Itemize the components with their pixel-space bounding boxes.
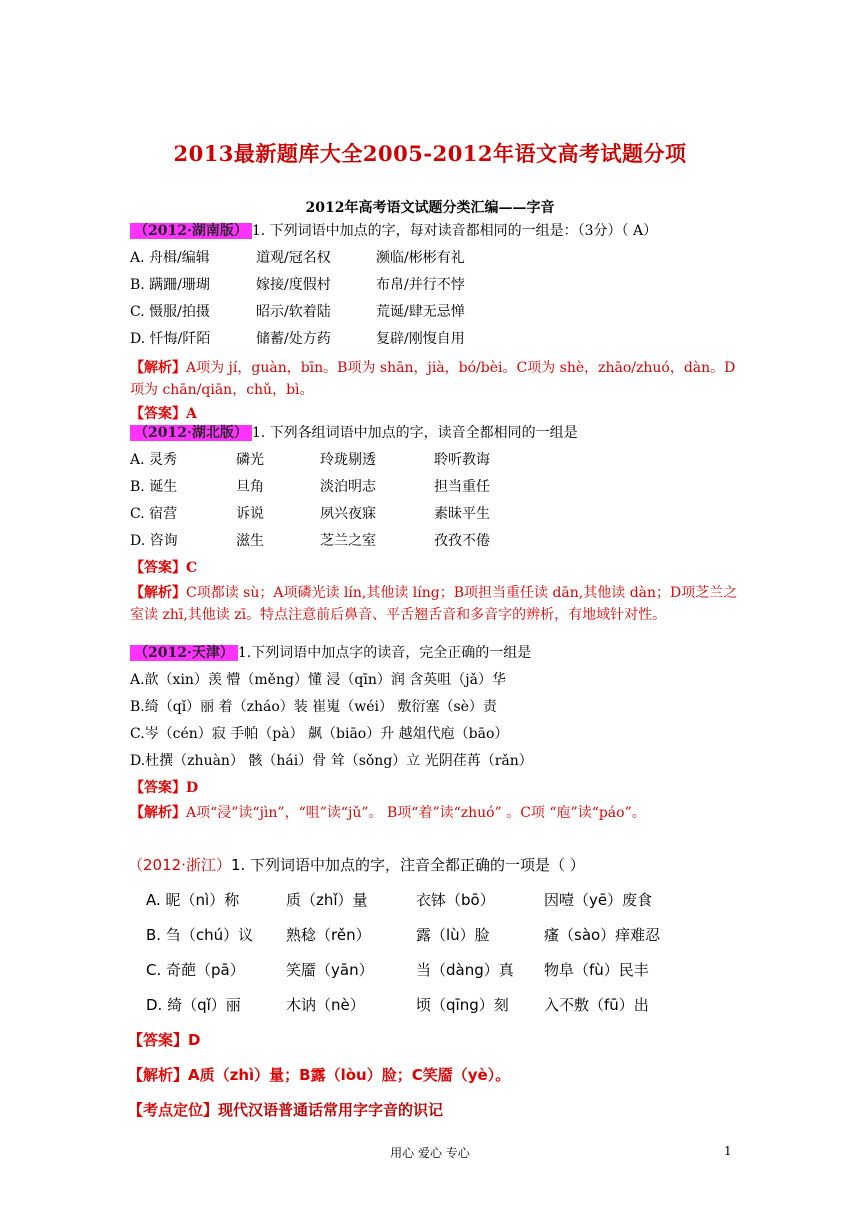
answer: 【答案】C bbox=[130, 560, 198, 576]
question-hunan bbox=[130, 218, 740, 428]
option-row: B. 刍（chú）议 熟稔（rěn） 露（lù）脸 瘙（sào）痒难忍 bbox=[146, 926, 661, 944]
source-tag: （2012·天津） bbox=[130, 645, 238, 661]
option-row: D. 绮（qǐ）丽 木讷（nè） 顷（qīng）刻 入不敷（fū）出 bbox=[146, 996, 649, 1014]
question-stem: 1. 下列各组词语中加点的字，读音全都相同的一组是 bbox=[251, 425, 578, 441]
option-row: C. 奇葩（pā） 笑靥（yān） 当（dàng）真 物阜（fù）民丰 bbox=[146, 961, 649, 979]
option-row: D.杜撰（zhuàn） 骸（hái）骨 耸（sǒng）立 光阴荏苒（rǎn） bbox=[130, 753, 533, 769]
source-tag: （2012·浙江） bbox=[128, 856, 231, 874]
option-row: B. 蹒跚/珊瑚 嫁接/度假村 布帛/并行不悖 bbox=[130, 277, 465, 293]
option-row: A. 灵秀 磷光 玲珑剔透 聆听教诲 bbox=[130, 452, 490, 468]
question-hubei bbox=[130, 420, 740, 626]
question-stem: 1. 下列词语中加点的字，注音全都正确的一项是（ ） bbox=[230, 856, 585, 874]
question-stem: 1.下列词语中加点字的读音，完全正确的一组是 bbox=[237, 645, 532, 661]
option-row: B. 诞生 旦角 淡泊明志 担当重任 bbox=[130, 479, 490, 495]
page-number: 1 bbox=[724, 1144, 732, 1158]
option-row: A. 舟楫/编辑 道观/冠名权 濒临/彬彬有礼 bbox=[130, 250, 465, 266]
option-row: D. 忏悔/阡陌 储蓄/处方药 复辟/刚愎自用 bbox=[130, 331, 465, 347]
analysis: 【解析】A质（zhì）量；B露（lòu）脸；C笑靥（yè）。 bbox=[128, 1066, 511, 1084]
option-row: C.岑（cén）寂 手帕（pà） 飙（biāo）升 越俎代庖（bāo） bbox=[130, 726, 509, 742]
section-subtitle: 2012年高考语文试题分类汇编——字音 bbox=[305, 200, 555, 216]
analysis: 【解析】A项“浸”读“jìn”，“咀”读“jǔ”。 B项“着”读“zhuó” 。C项 “庖”读“páo”。 bbox=[130, 805, 646, 821]
source-tag: （2012·湖北版） bbox=[130, 425, 252, 441]
answer: 【答案】D bbox=[130, 780, 199, 796]
option-row: D. 咨询 滋生 芝兰之室 孜孜不倦 bbox=[130, 533, 490, 549]
option-row: C. 慑服/拍摄 昭示/软着陆 荒诞/肆无忌惮 bbox=[130, 304, 465, 320]
option-row: B.绮（qǐ）丽 着（zháo）装 崔嵬（wéi） 敷衍塞（sè）责 bbox=[130, 699, 497, 715]
document-title: 2013最新题库大全2005-2012年语文高考试题分项 bbox=[173, 141, 687, 166]
question-tianjin bbox=[130, 640, 740, 824]
analysis: 【解析】A项为 jí，guàn，bīn。B项为 shān，jià，bó/bèi。C项为 shè，zhāo/zhuó，dàn。D项为 chān/qiān，chǔ，bì。 bbox=[130, 360, 736, 398]
source-tag: （2012·湖南版） bbox=[130, 223, 252, 239]
answer: 【答案】A bbox=[130, 406, 197, 422]
option-row: A.歆（xin）羡 懵（měng）懂 浸（qīn）润 含英咀（jǎ）华 bbox=[130, 672, 506, 688]
page-footer: 用心 爱心 专心 bbox=[390, 1146, 470, 1160]
option-row: A. 昵（nì）称 质（zhǐ）量 衣钵（bō） 因噎（yē）废食 bbox=[146, 891, 653, 909]
option-row: C. 宿营 诉说 夙兴夜寐 素昧平生 bbox=[130, 506, 490, 522]
answer: 【答案】D bbox=[128, 1031, 201, 1049]
analysis: 【解析】C项都读 sù；A项磷光读 lín,其他读 líng；B项担当重任读 dān,其他读 dàn；D项芝兰之室读 zhī,其他读 zī。特点注意前后鼻音、平舌翘舌音和多音字的辨析，有地域针对性。 bbox=[130, 585, 738, 623]
question-zhejiang bbox=[128, 848, 748, 1128]
point-definition: 【考点定位】现代汉语普通话常用字字音的识记 bbox=[128, 1101, 444, 1119]
question-stem: 1. 下列词语中加点的字，每对读音都相同的一组是：（3分）（ A） bbox=[251, 223, 658, 239]
